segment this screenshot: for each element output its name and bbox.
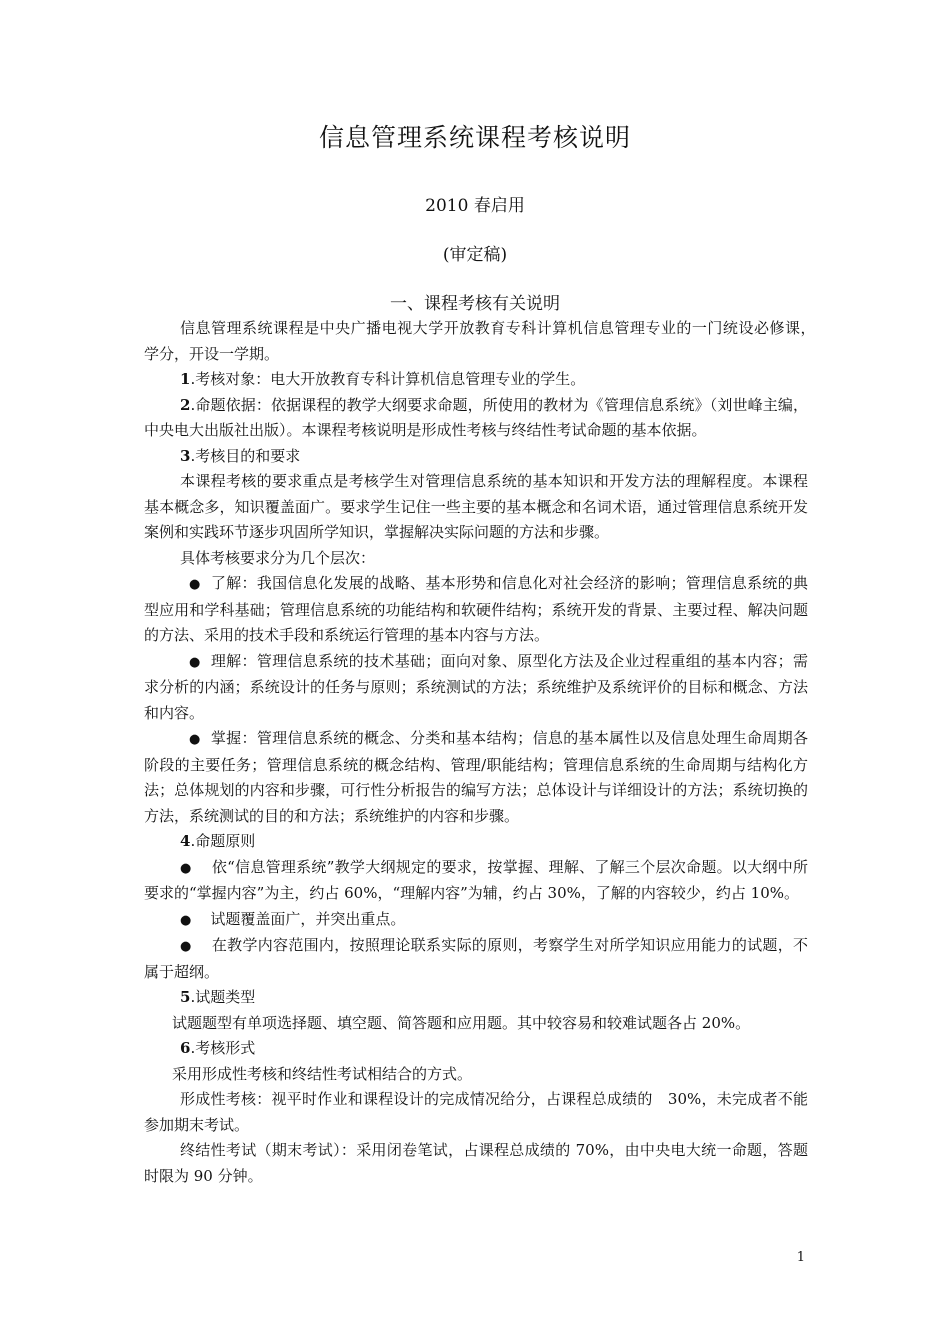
item-number: 6 xyxy=(180,1039,191,1057)
types-paragraph: 试题题型有单项选择题、填空题、简答题和应用题。其中较容易和较难试题各占 20%。 xyxy=(172,1013,751,1032)
document-subtitle: 2010 春启用 xyxy=(425,196,525,216)
bullet-text: 在教学内容范围内，按照理论联系实际的原则，考察学生对所学知识应用能力的试题，不属于超纲。 xyxy=(144,936,808,981)
item-text: .命题原则 xyxy=(190,832,256,850)
bullet-icon: ● xyxy=(189,654,201,670)
bullet-icon: ● xyxy=(180,860,192,876)
item-number: 4 xyxy=(180,832,191,850)
final-exam-paragraph: 终结性考试（期末考试）：采用闭卷笔试，占课程总成绩的 70%，由中央电大统一命题，答题时限为 90 分钟。 xyxy=(144,1141,808,1185)
item-text: .命题依据：依据课程的教学大纲要求命题，所使用的教材为《管理信息系统》（刘世峰主编，中央电大出版社出版）。本课程考核说明是形成性考核与终结性考试命题的基本依据。 xyxy=(144,395,808,439)
section-heading: 一、课程考核有关说明 xyxy=(390,294,560,314)
item-4 xyxy=(144,829,808,855)
item-number: 5 xyxy=(180,988,191,1006)
item-number: 2 xyxy=(180,395,191,414)
levels-paragraph: 具体考核要求分为几个层次： xyxy=(180,548,376,567)
item-3 xyxy=(144,444,808,470)
requirement-paragraph: 本课程考核的要求重点是考核学生对管理信息系统的基本知识和开发方法的理解程度。本课程基本概念多，知识覆盖面广。要求学生记住一些主要的基本概念和名词术语，通过管理信息系统开发案例和实践环节逐步巩固所学知识，掌握解决实际问题的方法和步骤。 xyxy=(144,472,808,541)
rule-1 xyxy=(144,855,808,907)
document-status: (审定稿) xyxy=(442,245,508,265)
bullet-icon: ● xyxy=(180,912,192,928)
document-title: 信息管理系统课程考核说明 xyxy=(318,123,631,152)
bullet-understand xyxy=(144,649,808,727)
bullet-text: 理解：管理信息系统的技术基础；面向对象、原型化方法及企业过程重组的基本内容；需求分析的内涵；系统设计的任务与原则；系统测试的方法；系统维护及系统评价的目标和概念、方法和内容。 xyxy=(144,651,808,722)
bullet-icon: ● xyxy=(180,939,192,954)
bullet-icon: ● xyxy=(189,732,201,747)
item-number: 1 xyxy=(180,370,191,388)
bullet-icon: ● xyxy=(189,577,201,592)
document-body xyxy=(144,316,824,1189)
item-text: .考核目的和要求 xyxy=(190,446,301,465)
intro-paragraph: 信息管理系统课程是中央广播电视大学开放教育专科计算机信息管理专业的一门统设必修课， 学分，开设一学期。 xyxy=(144,319,824,363)
item-2 xyxy=(144,393,808,444)
bullet-text: 试题覆盖面广，并突出重点。 xyxy=(210,909,406,928)
form-paragraph: 采用形成性考核和终结性考试相结合的方式。 xyxy=(172,1064,473,1083)
item-6 xyxy=(144,1036,808,1062)
bullet-text: 依“信息管理系统”教学大纲规定的要求，按掌握、理解、了解三个层次命题。以大纲中所要求的“掌握内容”为主，约占 60%，“理解内容”为辅，约占 30%，了解的内容较少，约占 10%。 xyxy=(144,857,808,902)
item-number: 3 xyxy=(180,446,191,465)
formative-paragraph: 形成性考核：视平时作业和课程设计的完成情况给分，占课程总成绩的 30%，未完成者不能参加期末考试。 xyxy=(144,1090,808,1134)
page-number: 1 xyxy=(796,1250,805,1265)
rule-2 xyxy=(144,907,808,934)
bullet-master xyxy=(144,726,808,829)
bullet-text: 掌握：管理信息系统的概念、分类和基本结构；信息的基本属性以及信息处理生命周期各阶段的主要任务；管理信息系统的概念结构、管理/职能结构；管理信息系统的生命周期与结构化方法；总体规划的内容和步骤，可行性分析报告的编写方法；总体设计与详细设计的方法；系统切换的方法，系统测试的目的和方法；系统维护的内容和步骤。 xyxy=(144,729,808,825)
item-text: .考核形式 xyxy=(190,1039,256,1057)
bullet-know xyxy=(144,571,808,649)
item-5 xyxy=(144,985,808,1011)
rule-3 xyxy=(144,933,808,985)
item-text: .考核对象：电大开放教育专科计算机信息管理专业的学生。 xyxy=(190,370,586,388)
item-text: .试题类型 xyxy=(190,988,256,1006)
item-1 xyxy=(144,367,808,393)
bullet-text: 了解：我国信息化发展的战略、基本形势和信息化对社会经济的影响；管理信息系统的典型应用和学科基础；管理信息系统的功能结构和软硬件结构；系统开发的背景、主要过程、解决问题的方法、采用的技术手段和系统运行管理的基本内容与方法。 xyxy=(144,574,808,644)
